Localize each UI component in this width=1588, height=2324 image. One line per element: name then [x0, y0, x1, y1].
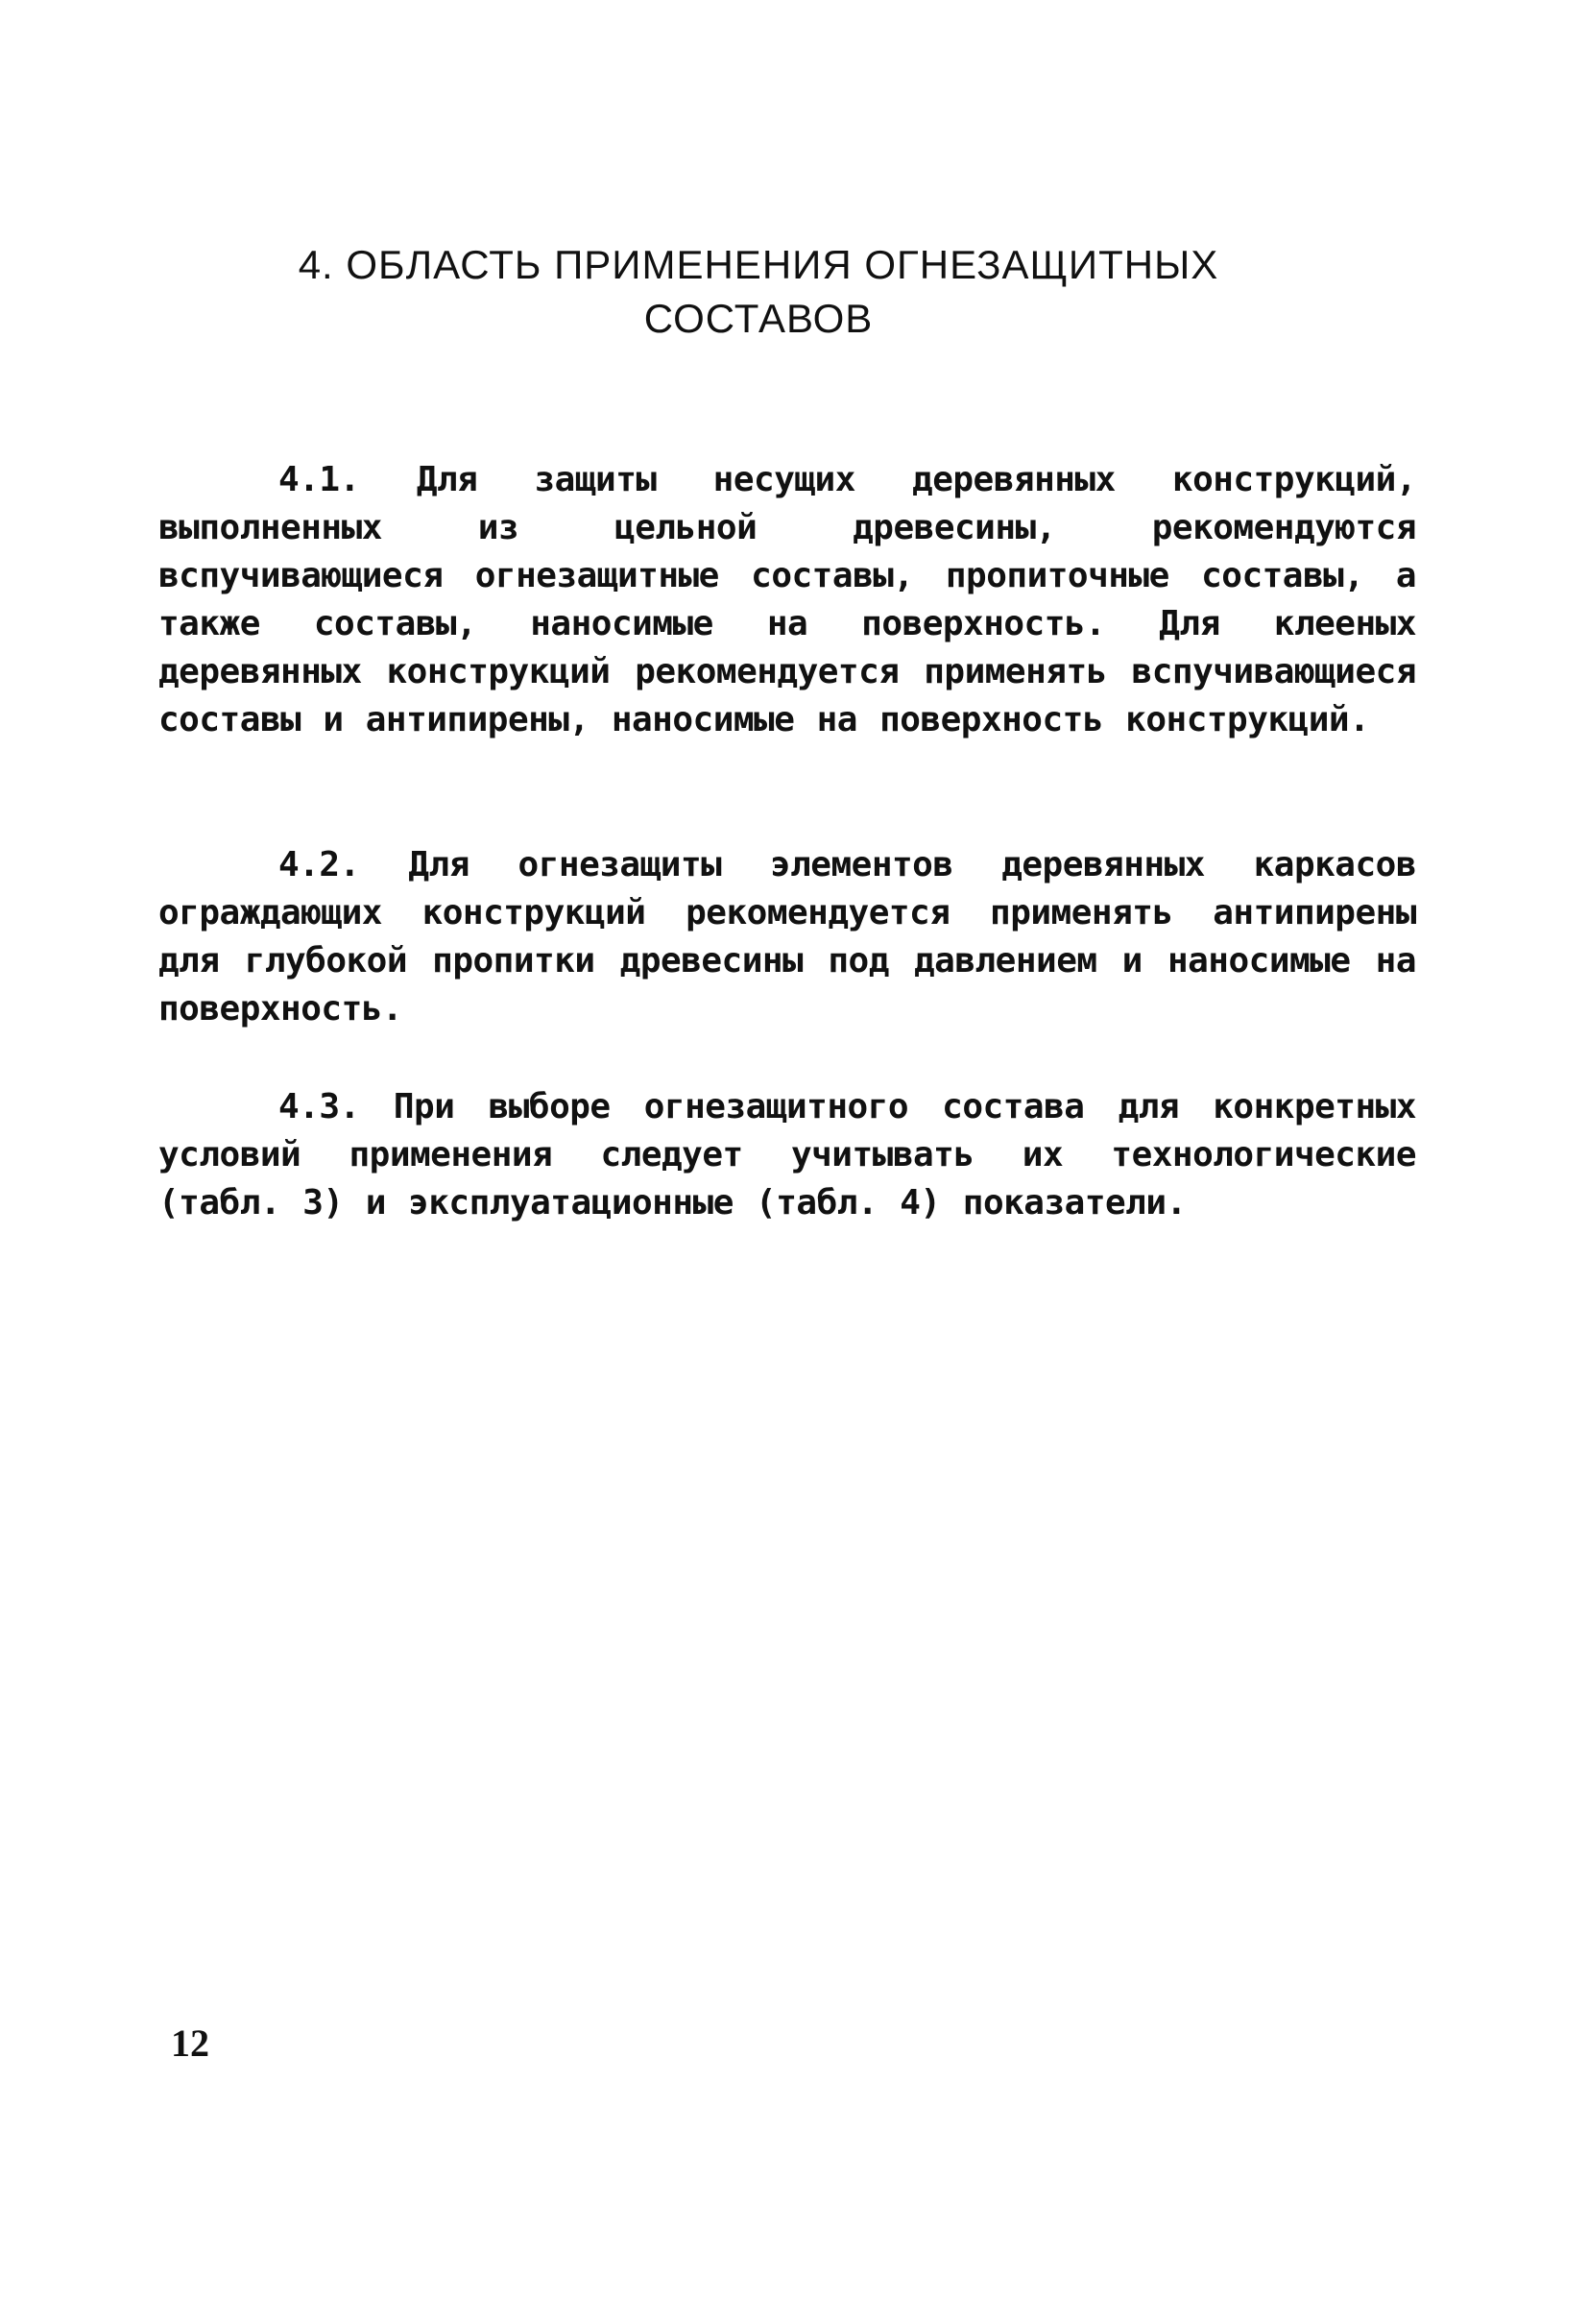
page-number: 12	[171, 2021, 209, 2065]
section-heading-line-2: СОСТАВОВ	[643, 296, 874, 341]
paragraph-4-1: 4.1. Для защиты несущих деревянных конструкций, выполненных из цельной древесины, рекомендуются вспучивающиеся огнезащитные составы, пропиточные составы, а также составы, наносимые на поверхность. Для клееных деревянных конструкций рекомендуется применять вспучивающиеся составы и антипирены, наносимые на поверхность конструкций.	[158, 460, 1416, 739]
paragraph-4-2: 4.2. Для огнезащиты элементов деревянных каркасов ограждающих конструкций рекомендуется применять антипирены для глубокой пропитки древесины под давлением и наносимые на поверхность.	[158, 845, 1416, 1029]
section-heading-line-1: 4. ОБЛАСТЬ ПРИМЕНЕНИЯ ОГНЕЗАЩИТНЫХ	[298, 242, 1219, 287]
section-heading	[250, 238, 1267, 346]
paragraph-4-3: 4.3. При выборе огнезащитного состава для конкретных условий применения следует учитывать их технологические (табл. 3) и эксплуатационные (табл. 4) показатели.	[158, 1087, 1416, 1223]
